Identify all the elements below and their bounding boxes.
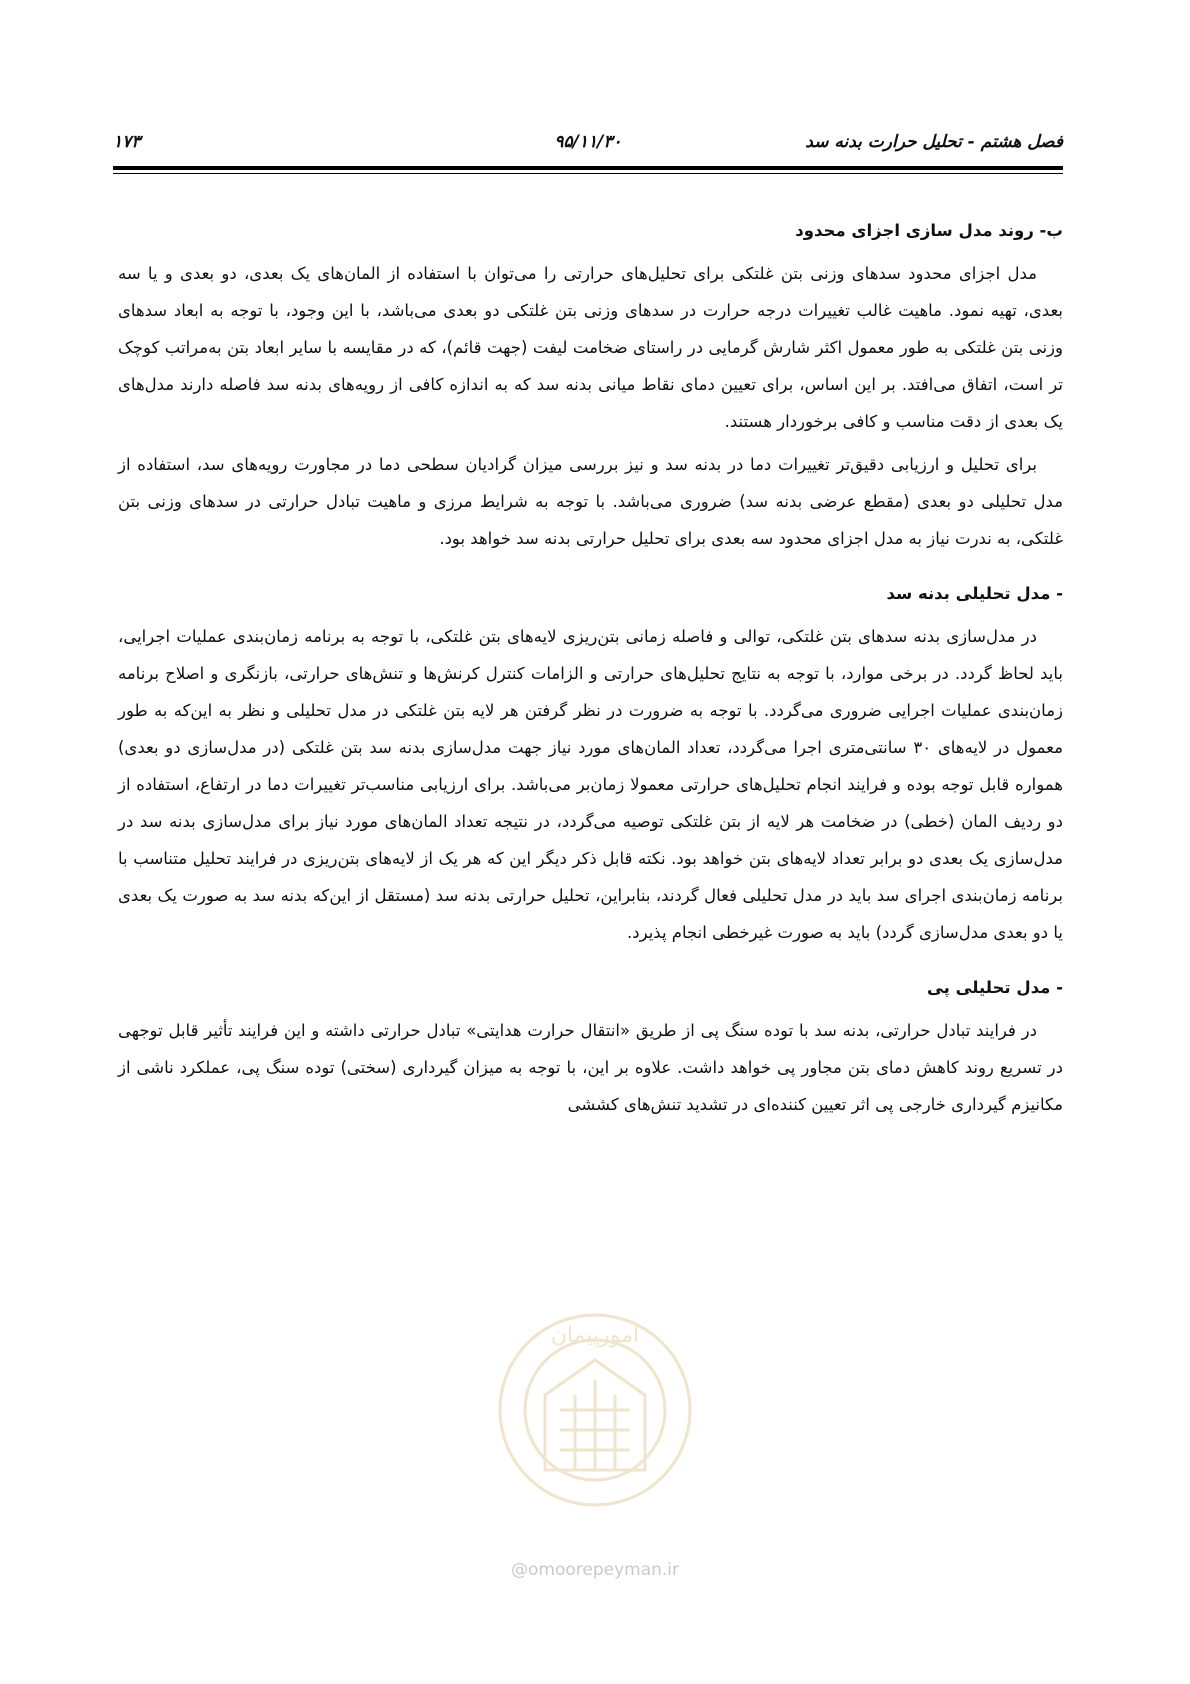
svg-text:امورپیمان: امورپیمان — [550, 1323, 640, 1348]
header-rule-thick — [113, 166, 1063, 170]
section-heading-fe-modeling: ب- روند مدل سازی اجزای محدود — [795, 221, 1063, 240]
section-heading-foundation-model: - مدل تحلیلی پی — [926, 978, 1063, 997]
page-header — [113, 128, 1063, 158]
chapter-title: فصل هشتم - تحلیل حرارت بدنه سد — [805, 132, 1063, 152]
paragraph: مدل اجزای محدود سدهای وزنی بتن غلتکی برای تحلیل‌های حرارتی را می‌توان با استفاده از المان‌های یک بعدی، دو بعدی و یا سه بعدی، تهیه نمود. ماهیت غالب تغییرات درجه حرارت در سدهای وزنی بتن غلتکی دو بعدی می‌باشد، با این وجود، با توجه به ابعاد سدهای وزنی بتن غلتکی به طور معمول اکثر شارش گرمایی در راستای ضخامت لیفت (جهت قائم)، که در مقایسه با سایر ابعاد بتن به‌مراتب کوچک تر است، اتفاق می‌افتد. بر این اساس، برای تعیین دمای نقاط میانی بدنه سد که به اندازه کافی از رویه‌های بدنه سد فاصله دارند مدل‌های یک بعدی از دقت مناسب و کافی برخوردار هستند. — [118, 264, 1063, 431]
paragraph: در فرایند تبادل حرارتی، بدنه سد با توده سنگ پی از طریق «انتقال حرارت هدایتی» تبادل حرارتی داشته و این فرایند تأثیر قابل توجهی در تسریع روند کاهش دمای بتن مجاور پی خواهد داشت. علاوه بر این، با توجه به میزان گیرداری (سختی) توده سنگ پی، عملکرد ناشی از مکانیزم گیرداری خارجی پی اثر تعیین کننده‌ای در تشدید تنش‌های کششی — [118, 1021, 1063, 1114]
header-rule-thin — [113, 173, 1063, 174]
body-text — [118, 212, 1063, 1129]
paragraph: برای تحلیل و ارزیابی دقیق‌تر تغییرات دما در بدنه سد و نیز بررسی میزان گرادیان سطحی دما در مجاورت رویه‌های سد، استفاده از مدل تحلیلی دو بعدی (مقطع عرضی بدنه سد) ضروری می‌باشد. با توجه به شرایط مرزی و ماهیت تبادل حرارتی در سدهای وزنی بتن غلتکی، به ندرت نیاز به مدل اجزای محدود سه بعدی برای تحلیل حرارتی بدنه سد خواهد بود. — [118, 455, 1063, 548]
section-heading-dam-body-model: - مدل تحلیلی بدنه سد — [886, 584, 1063, 603]
watermark-seal-icon — [490, 1300, 700, 1550]
header-date: ۹۵/۱۱/۳۰ — [554, 132, 622, 152]
page-number: ۱۷۳ — [113, 132, 141, 152]
watermark-site: @omoorepeyman.ir — [510, 1560, 680, 1580]
paragraph: در مدل‌سازی بدنه سدهای بتن غلتکی، توالی و فاصله زمانی بتن‌ریزی لایه‌های بتن غلتکی، با توجه به برنامه زمان‌بندی عملیات اجرایی، باید لحاظ گردد. در برخی موارد، با توجه به نتایج تحلیل‌های حرارتی و الزامات کنترل کرنش‌ها و تنش‌های حرارتی، بازنگری و اصلاح برنامه زمان‌بندی عملیات اجرایی ضروری می‌گردد. با توجه به ضرورت در نظر گرفتن هر لایه بتن غلتکی در مدل تحلیلی و نظر به این‌که به طور معمول در لایه‌های ۳۰ سانتی‌متری اجرا می‌گردد، تعداد المان‌های مورد نیاز جهت مدل‌سازی بدنه سد بتن غلتکی (در مدل‌سازی دو بعدی) همواره قابل توجه بوده و فرایند انجام تحلیل‌های حرارتی معمولا زمان‌بر می‌باشد. برای ارزیابی مناسب‌تر تغییرات دما در ارتفاع، استفاده از دو ردیف المان (خطی) در ضخامت هر لایه از بتن غلتکی توصیه می‌گردد، در نتیجه تعداد المان‌های مورد نیاز برای مدل‌سازی بدنه سد در مدل‌سازی یک بعدی دو برابر تعداد لایه‌های بتن خواهد بود. نکته قابل ذکر دیگر این که هر یک از لایه‌های بتن‌ریزی در فرایند تحلیل متناسب با برنامه زمان‌بندی اجرای سد باید در مدل تحلیلی فعال گردند، بنابراین، تحلیل حرارتی بدنه سد (مستقل از این‌که بدنه سد به صورت یک بعدی یا دو بعدی مدل‌سازی گردد) باید به صورت غیرخطی انجام پذیرد. — [118, 627, 1063, 942]
